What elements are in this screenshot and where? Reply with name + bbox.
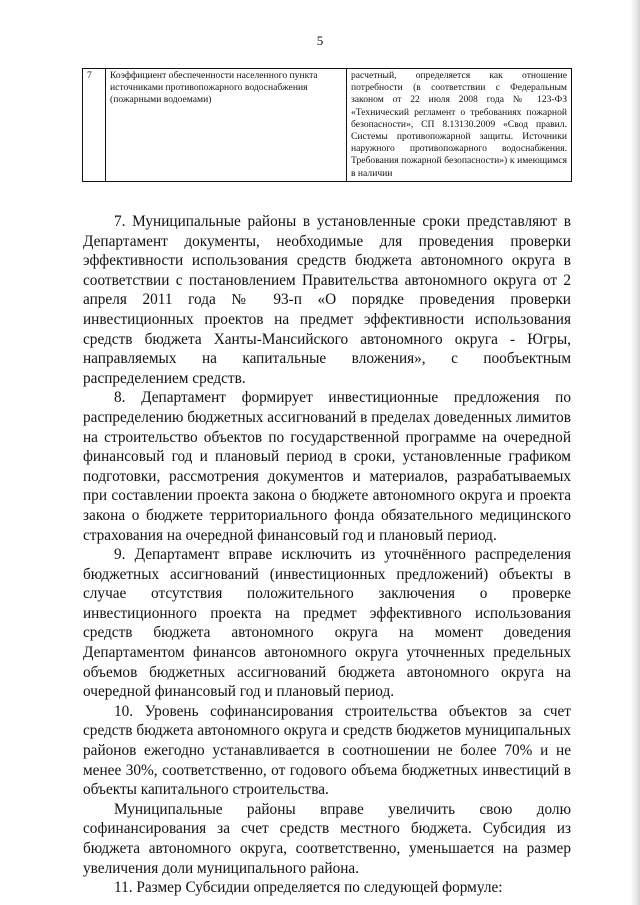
- paragraph-10-continued: Муниципальные районы вправе увеличить свою долю софинансирования за счет средств местного бюджета. Субсидия из бюджета автономного округа, соответственно, уменьшается на размер увеличения доли муниципального района.: [83, 800, 571, 877]
- table-row: [83, 69, 572, 182]
- document-body: [83, 212, 571, 898]
- paragraph-7: 7. Муниципальные районы в установленные сроки представляют в Департамент документы, необходимые для проведения проверки эффективности использования средств бюджета автономного округа в соответствии с постановлением Правительства автономного округа от 2 апреля 2011 года № 93-п «О порядке проведения проверки инвестиционных проектов на предмет эффективности использования средств бюджета Ханты-Мансийского автономного округа - Югры, направляемых на капитальные вложения», с пообъектным распределением средств.: [83, 213, 571, 387]
- coefficient-table: [82, 68, 572, 182]
- scan-edge-shadow: [630, 0, 640, 905]
- page-number: 5: [316, 33, 324, 48]
- row-number-cell: 7: [83, 69, 106, 182]
- paragraph-9: 9. Департамент вправе исключить из уточнённого распределения бюджетных ассигнований (инвестиционных предложений) объекты в случае отсутствия положительного заключения о проверке инвестиционного проекта на предмет эффективного использования средств бюджета автономного округа на момент доведения Департаментом финансов автономного округа уточненных предельных объемов бюджетных ассигнований бюджета автономного округа на очередной финансовый год и плановый период.: [83, 546, 571, 701]
- indicator-name-cell: Коэффициент обеспеченности населенного пункта источниками противопожарного водоснабжения (пожарными водоемами): [106, 69, 347, 182]
- paragraph-10: 10. Уровень софинансирования строительства объектов за счет средств бюджета автономного округа и средств бюджетов муниципальных районов ежегодно устанавливается в соотношении не более 70% и не менее 30%, соответственно, от годового объема бюджетных инвестиций в объекты капитального строительства.: [83, 702, 571, 799]
- paragraph-8: 8. Департамент формирует инвестиционные предложения по распределению бюджетных ассигнований в пределах доведенных лимитов на строительство объектов по государственной программе на очередной финансовый год и плановый период в сроки, установленные графиком подготовки, рассмотрения документов и материалов, разрабатываемых при составлении проекта закона о бюджете автономного округа и проекта закона о бюджете территориального фонда обязательного медицинского страхования на очередной финансовый год и плановый период.: [83, 389, 571, 544]
- paragraph-11: 11. Размер Субсидии определяется по следующей формуле:: [114, 879, 503, 897]
- calculation-method-cell: расчетный, определяется как отношение потребности (в соответствии с Федеральным законом от 22 июля 2008 года № 123-ФЗ «Технический регламент о требованиях пожарной безопасности», СП 8.13130.2009 «Свод правил. Системы противопожарной защиты. Источники наружного противопожарного водоснабжения. Требования пожарной безопасности») к имеющимся в наличии: [347, 69, 572, 182]
